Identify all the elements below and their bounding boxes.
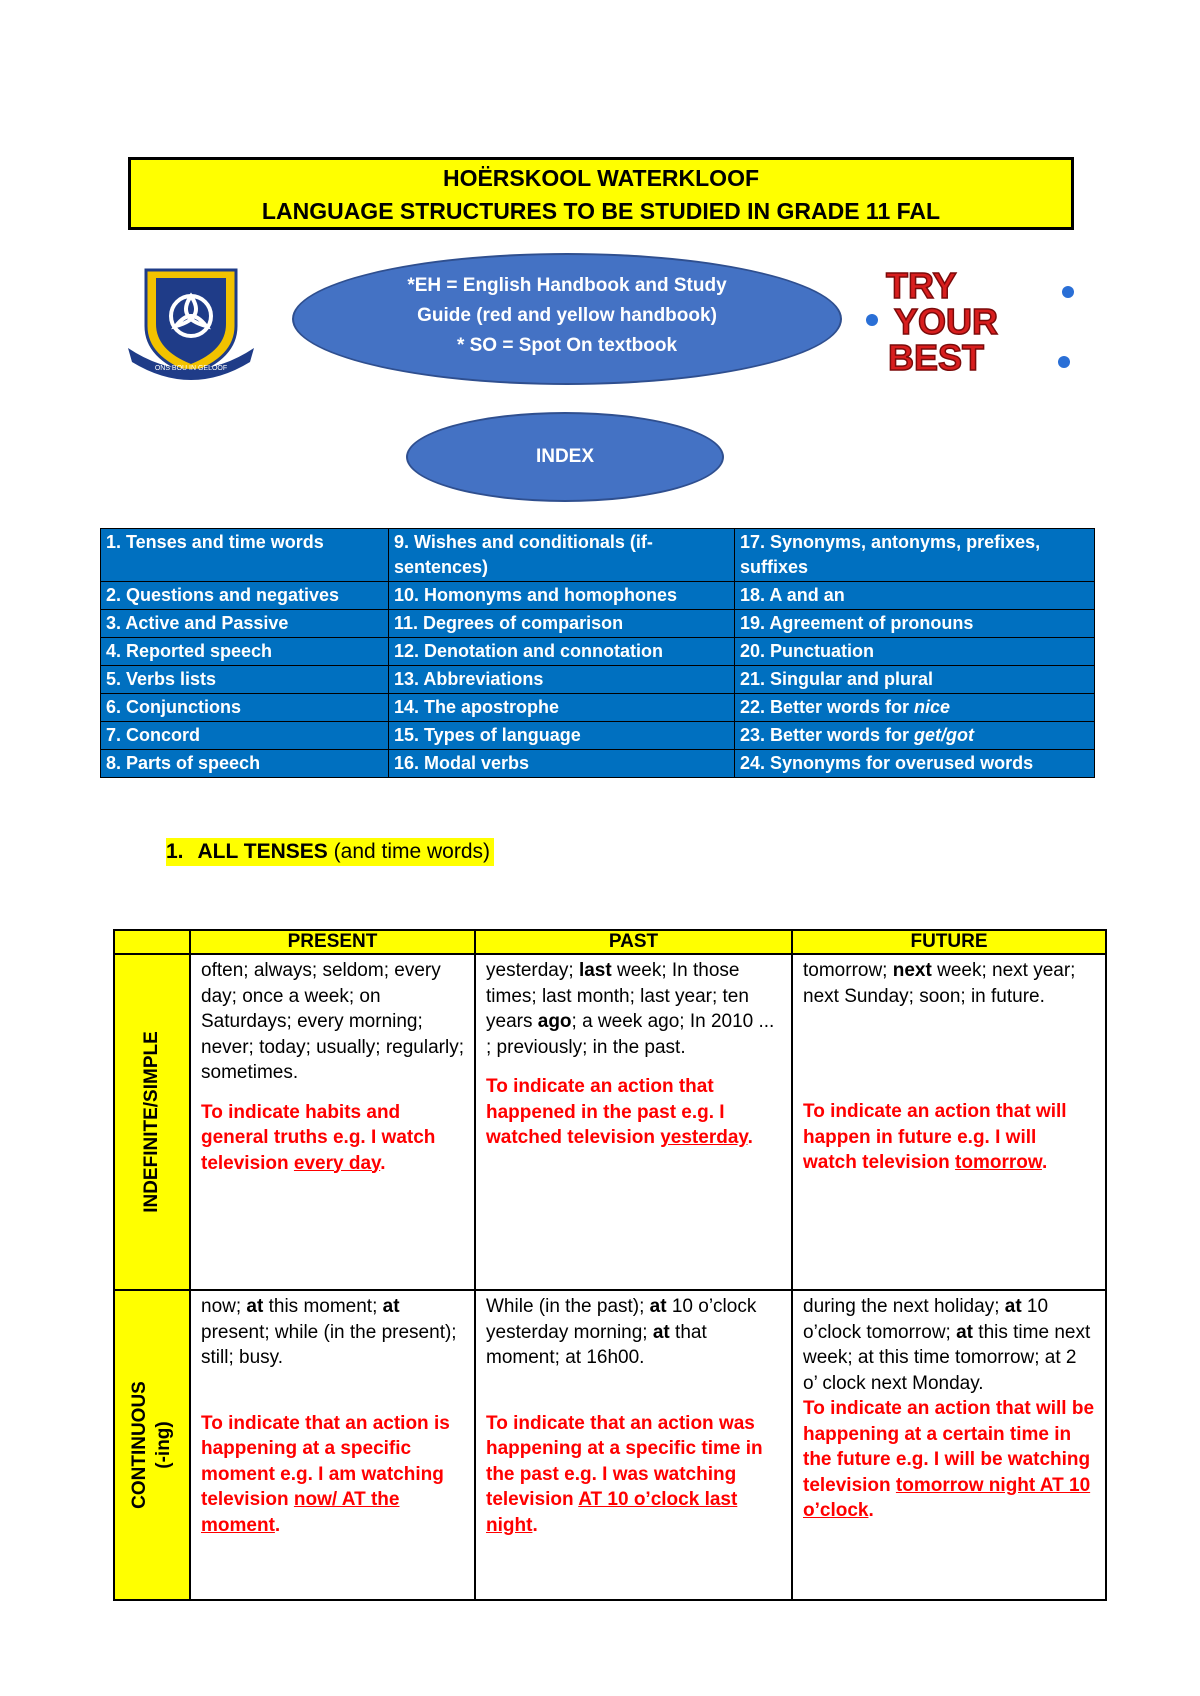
- index-cell: 17. Synonyms, antonyms, prefixes, suffixes: [735, 529, 1095, 582]
- row-label: CONTINUOUS: [129, 1381, 150, 1509]
- school-crest-logo: [124, 266, 258, 381]
- tenses-header-row: [114, 930, 1106, 954]
- corner-cell: [114, 930, 190, 954]
- index-row: [101, 722, 1095, 750]
- index-cell: 13. Abbreviations: [389, 666, 735, 694]
- note-line-1: *EH = English Handbook and Study: [407, 275, 727, 296]
- tenses-table: [113, 929, 1107, 1601]
- index-cell: 22. Better words for nice: [735, 694, 1095, 722]
- tense-row-simple: [114, 954, 1106, 1290]
- index-cell: 19. Agreement of pronouns: [735, 610, 1095, 638]
- section-1-heading: [166, 838, 494, 866]
- note-line-2: Guide (red and yellow handbook): [417, 305, 717, 326]
- index-cell: 15. Types of language: [389, 722, 735, 750]
- column-header-past: PAST: [475, 930, 792, 954]
- index-cell: 6. Conjunctions: [101, 694, 389, 722]
- index-cell: 23. Better words for get/got: [735, 722, 1095, 750]
- usage-description: To indicate an action that will be happening at a certain time in the future e.g. I will be watching television tomorrow night AT 10 o’clock.: [803, 1398, 1095, 1521]
- row-label-cell: [114, 1290, 190, 1600]
- section-title: ALL TENSES: [197, 840, 328, 863]
- index-cell: 10. Homonyms and homophones: [389, 582, 735, 610]
- index-cell: 16. Modal verbs: [389, 750, 735, 778]
- index-row: [101, 638, 1095, 666]
- logo-word-try: TRY: [886, 265, 957, 306]
- index-row: [101, 610, 1095, 638]
- note-line-3: * SO = Spot On textbook: [456, 335, 678, 356]
- index-cell: 24. Synonyms for overused words: [735, 750, 1095, 778]
- tense-cell: [475, 1290, 792, 1600]
- usage-description: To indicate habits and general truths e.g. I watch television every day.: [201, 1101, 436, 1174]
- index-row: [101, 694, 1095, 722]
- usage-description: To indicate that an action is happening at a specific moment e.g. I am watching television now/ AT the moment.: [201, 1412, 450, 1536]
- index-cell: 1. Tenses and time words: [101, 529, 389, 582]
- time-words: tomorrow; next week; next year; next Sunday; soon; in future.: [803, 960, 1076, 1007]
- usage-description: To indicate an action that happened in the past e.g. I watched television yesterday.: [486, 1076, 753, 1148]
- time-words: during the next holiday; at 10 o’clock tomorrow; at this time next week; at this time tomorrow; at 2 o’ clock next Monday.: [803, 1296, 1091, 1394]
- reference-note-bubble: [292, 253, 842, 385]
- index-cell: 4. Reported speech: [101, 638, 389, 666]
- column-header-future: FUTURE: [792, 930, 1106, 954]
- index-cell: 2. Questions and negatives: [101, 582, 389, 610]
- row-label: INDEFINITE/SIMPLE: [141, 1031, 162, 1213]
- index-row: [101, 582, 1095, 610]
- index-cell: 7. Concord: [101, 722, 389, 750]
- tense-row-continuous: [114, 1290, 1106, 1600]
- index-table: [100, 528, 1095, 778]
- index-row: [101, 529, 1095, 582]
- index-cell: 21. Singular and plural: [735, 666, 1095, 694]
- document-title-box: [128, 157, 1074, 230]
- index-cell: 9. Wishes and conditionals (if-sentences): [389, 529, 735, 582]
- logo-word-your: YOUR: [894, 301, 999, 342]
- index-cell: 12. Denotation and connotation: [389, 638, 735, 666]
- index-cell: 5. Verbs lists: [101, 666, 389, 694]
- index-bubble: [406, 412, 724, 502]
- index-row: [101, 750, 1095, 778]
- tense-cell: [190, 1290, 475, 1600]
- document-subtitle: LANGUAGE STRUCTURES TO BE STUDIED IN GRADE 11 FAL: [261, 198, 941, 224]
- index-cell: 14. The apostrophe: [389, 694, 735, 722]
- row-label-cell: [114, 954, 190, 1290]
- index-row: [101, 666, 1095, 694]
- index-cell: 20. Punctuation: [735, 638, 1095, 666]
- index-cell: 18. A and an: [735, 582, 1095, 610]
- school-name: HOËRSKOOL WATERKLOOF: [442, 165, 760, 191]
- usage-description: To indicate an action that will happen in future e.g. I will watch television tomorrow.: [803, 1101, 1067, 1173]
- tense-cell: [475, 954, 792, 1290]
- time-words: now; at this moment; at present; while (in the present); still; busy.: [201, 1296, 457, 1368]
- tense-cell: [190, 954, 475, 1290]
- time-words: While (in the past); at 10 o’clock yesterday morning; at that moment; at 16h00.: [486, 1296, 757, 1368]
- index-cell: 11. Degrees of comparison: [389, 610, 735, 638]
- index-label: INDEX: [535, 446, 595, 467]
- usage-description: To indicate that an action was happening at a specific time in the past e.g. I was watching television AT 10 o’clock last night.: [486, 1412, 763, 1536]
- index-cell: 8. Parts of speech: [101, 750, 389, 778]
- column-header-present: PRESENT: [190, 930, 475, 954]
- logo-word-best: BEST: [888, 337, 985, 378]
- time-words: yesterday; last week; In those times; last month; last year; ten years ago; a week ago; In 2010 ... ; previously; in the past.: [486, 960, 775, 1058]
- crest-motto: ONS BOU IN GELOOF: [154, 365, 228, 372]
- try-your-best-logo: [864, 262, 1082, 380]
- time-words: often; always; seldom; every day; once a week; on Saturdays; every morning; never; today; usually; regularly; sometimes.: [201, 960, 464, 1083]
- section-title-suffix: (and time words): [327, 840, 491, 863]
- tense-cell: [792, 1290, 1106, 1600]
- index-cell: 3. Active and Passive: [101, 610, 389, 638]
- row-sublabel: (-ing): [153, 1421, 174, 1469]
- tense-cell: [792, 954, 1106, 1290]
- section-number: 1.: [166, 840, 184, 863]
